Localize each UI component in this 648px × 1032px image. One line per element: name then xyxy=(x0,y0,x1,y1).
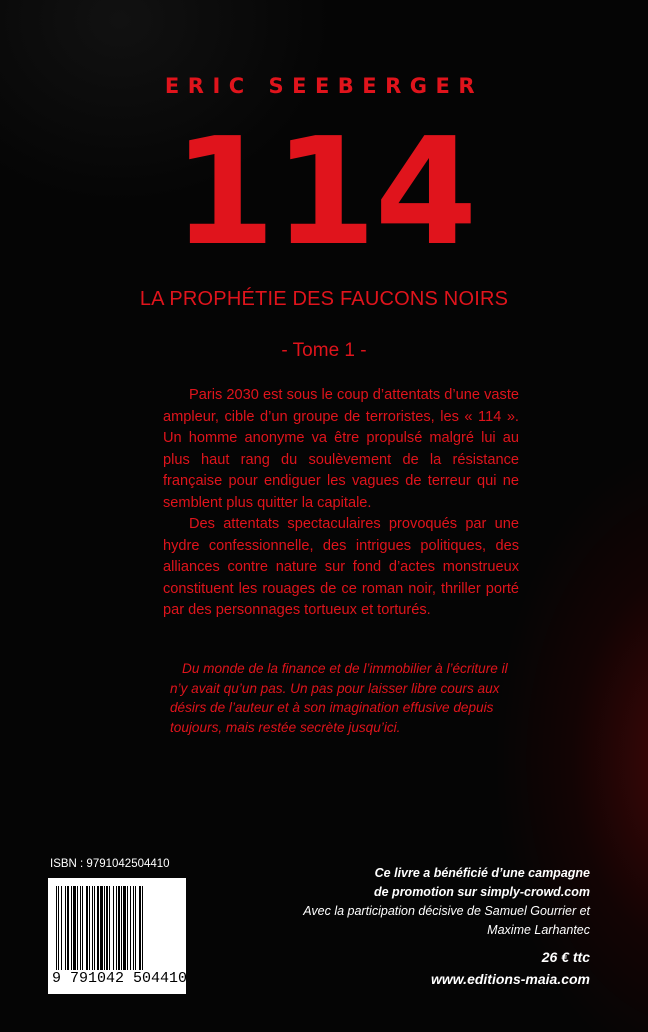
barcode-bar xyxy=(97,886,99,970)
volume-label: - Tome 1 - xyxy=(281,340,367,361)
credits-block xyxy=(270,864,590,940)
isbn-label: ISBN : 9791042504410 xyxy=(50,858,170,870)
barcode-bar xyxy=(56,886,57,970)
book-title: 114 xyxy=(172,106,476,278)
barcode-bar xyxy=(77,886,78,970)
barcode-bar xyxy=(133,886,134,970)
barcode-bar xyxy=(61,886,62,970)
barcode-bar xyxy=(73,886,76,970)
barcode-bar xyxy=(118,886,120,970)
participation-line-1: Avec la participation décisive de Samuel Gourrier et xyxy=(303,904,590,918)
participation-line-2: Maxime Larhantec xyxy=(487,923,590,937)
barcode-bar xyxy=(109,886,110,970)
barcode-bar xyxy=(113,886,114,970)
barcode-bars xyxy=(48,878,186,974)
summary-text xyxy=(163,385,519,622)
barcode xyxy=(48,878,186,994)
barcode-bar xyxy=(86,886,88,970)
book-subtitle: LA PROPHÉTIE DES FAUCONS NOIRS xyxy=(139,288,509,310)
barcode-bar xyxy=(92,886,93,970)
barcode-bar xyxy=(100,886,103,970)
barcode-bar xyxy=(130,886,131,970)
barcode-bar xyxy=(67,886,69,970)
barcode-bar xyxy=(80,886,81,970)
barcode-digits: 9 791042 504410 xyxy=(52,970,188,987)
barcode-bar xyxy=(123,886,126,970)
barcode-bar xyxy=(116,886,117,970)
summary-paragraph-1: Paris 2030 est sous le coup d’attentats d’une vaste ampleur, cible d’un groupe de terroristes, les « 114 ». Un homme anonyme va être propulsé malgré lui au plus haut rang du soulèvement de la résistance française pour endiguer les vagues de terreur qui ne semblent plus quitter la capitale. xyxy=(163,387,519,511)
price: 26 € ttc xyxy=(541,949,590,965)
barcode-bar xyxy=(139,886,141,970)
barcode-bar xyxy=(142,886,143,970)
author-name: ERIC SEEBERGER xyxy=(164,74,484,98)
author-bio-quote: Du monde de la finance et de l’immobilier à l’écriture il n’y avait qu’un pas. Un pas pour laisser libre cours aux désirs de l’auteur et à son imagination effusive depuis toujours, mais restée secrète jusqu’ici. xyxy=(170,661,508,735)
barcode-bar xyxy=(106,886,108,970)
barcode-bar xyxy=(58,886,59,970)
barcode-bar xyxy=(104,886,105,970)
barcode-bar xyxy=(121,886,122,970)
summary-paragraph-2: Des attentats spectaculaires provoqués par une hydre confessionnelle, des intrigues politiques, des alliances contre nature sur fond d’actes monstrueux constituent les rouages de ce roman noir, thriller porté par des personnages tortueux et torturés. xyxy=(163,516,519,618)
campaign-line-2: de promotion sur simply-crowd.com xyxy=(374,885,590,899)
barcode-bar xyxy=(94,886,95,970)
barcode-bar xyxy=(127,886,128,970)
campaign-line-1: Ce livre a bénéficié d’une campagne xyxy=(374,866,590,880)
publisher-website: www.editions-maia.com xyxy=(431,971,590,987)
barcode-bar xyxy=(82,886,83,970)
barcode-bar xyxy=(89,886,90,970)
barcode-bar xyxy=(71,886,72,970)
barcode-bar xyxy=(135,886,136,970)
barcode-bar xyxy=(65,886,66,970)
